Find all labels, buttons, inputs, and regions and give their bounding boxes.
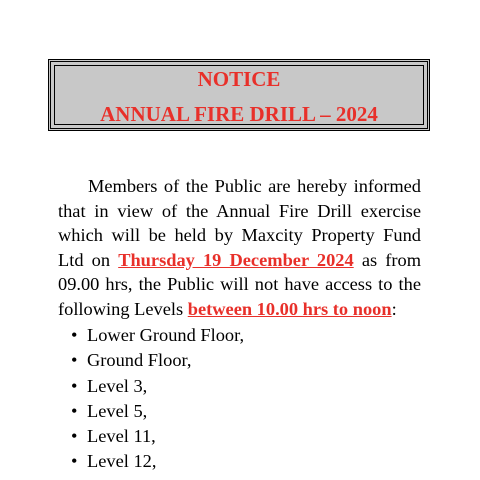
restricted-time-window: between 10.00 hrs to noon <box>187 298 392 319</box>
notice-subtitle: ANNUAL FIRE DRILL – 2024 <box>100 102 378 126</box>
notice-body-paragraph <box>58 174 421 322</box>
level-label: Ground Floor, <box>87 350 192 371</box>
level-label: Level 11, <box>87 426 156 447</box>
bullet-icon: • <box>71 426 78 447</box>
bullet-icon: • <box>71 451 78 472</box>
bullet-icon: • <box>71 350 78 371</box>
list-item <box>68 424 244 449</box>
notice-header-box <box>48 59 430 131</box>
bullet-icon: • <box>71 325 78 345</box>
bullet-icon: • <box>71 375 78 396</box>
body-text-part-1: Members of the Public are hereby informed that in view of the Annual Fire Drill exercise which will be held by Maxcity Property Fund Ltd on <box>58 176 421 270</box>
body-text-part-3: : <box>391 298 397 319</box>
list-item <box>68 399 244 424</box>
level-label: Level 3, <box>87 375 148 396</box>
list-item <box>68 374 244 399</box>
list-item <box>68 348 244 373</box>
level-label: Level 5, <box>87 400 148 421</box>
notice-title: NOTICE <box>197 67 281 91</box>
bullet-icon: • <box>71 400 78 421</box>
body-text-part-2: as from 09.00 hrs, the Public will not have access to the following Levels <box>58 249 422 319</box>
level-label: Level 12, <box>87 451 157 472</box>
list-item <box>68 449 244 474</box>
levels-list <box>68 323 244 475</box>
list-item <box>68 323 244 348</box>
drill-date: Thursday 19 December 2024 <box>118 249 354 270</box>
level-label: Lower Ground Floor, <box>87 325 245 345</box>
